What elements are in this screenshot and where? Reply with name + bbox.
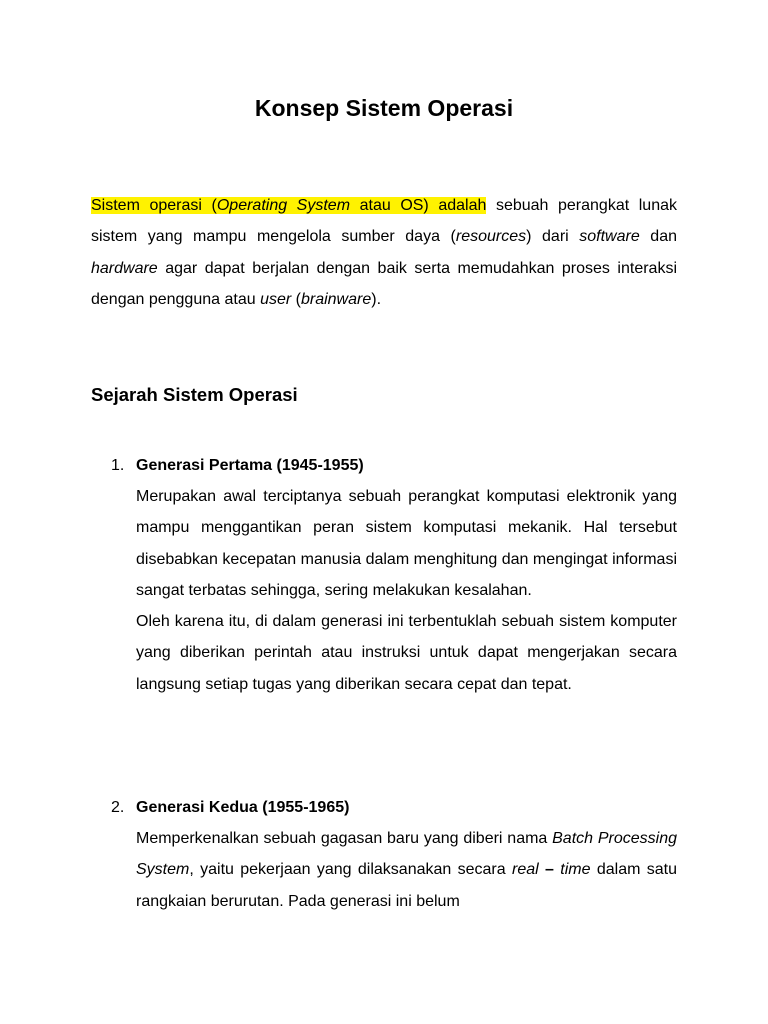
list-item xyxy=(111,451,677,700)
body-paragraph: Merupakan awal terciptanya sebuah perangkat komputasi elektronik yang mampu menggantikan peran sistem komputasi mekanik. Hal tersebut disebabkan kecepatan manusia dalam menghitung dan mengingat informasi sangat terbatas sehingga, sering melakukan kesalahan. xyxy=(136,488,677,599)
intro-italic-term: user xyxy=(260,290,292,308)
intro-italic-term: brainware xyxy=(300,290,372,308)
dash: – xyxy=(538,861,554,879)
list-item-body xyxy=(136,481,677,700)
intro-italic-term: resources xyxy=(455,228,527,246)
body-paragraph: Oleh karena itu, di dalam generasi ini terbentuklah sebuah sistem komputer yang diberikan perintah atau instruksi untuk dapat mengerjakan secara langsung setiap tugas yang diberikan secara cepat dan tepat. xyxy=(136,613,677,693)
intro-text: atau OS) adalah xyxy=(350,197,487,214)
list-item-header xyxy=(111,793,677,823)
body-text: Memperkenalkan sebuah gagasan baru yang diberi nama xyxy=(136,830,553,847)
intro-text: sebuah perangkat lunak sistem yang mampu mengelola sumber daya ( xyxy=(91,197,677,246)
intro-text: ) dari xyxy=(526,228,580,246)
list-number: 2. xyxy=(111,799,125,816)
intro-text: agar dapat berjalan dengan baik serta memudahkan proses interaksi dengan pengguna atau xyxy=(91,259,677,308)
list-item-header xyxy=(111,451,677,481)
page-title: Konsep Sistem Operasi xyxy=(254,95,514,121)
list-item-title: Generasi Pertama (1945-1955) xyxy=(136,457,364,474)
italic-term: real xyxy=(512,861,539,879)
section-heading: Sejarah Sistem Operasi xyxy=(91,384,298,405)
intro-text: Sistem operasi ( xyxy=(91,197,217,214)
italic-term: Batch Processing System xyxy=(136,830,677,879)
highlighted-text xyxy=(91,197,486,214)
intro-text: dan xyxy=(639,228,677,246)
list-item-body xyxy=(136,823,677,917)
intro-text: ( xyxy=(291,290,301,308)
intro-italic-term: software xyxy=(579,228,640,246)
intro-italic-term: Operating System xyxy=(216,197,351,214)
intro-text: ). xyxy=(371,290,382,308)
list-item xyxy=(111,793,677,917)
body-text: dalam satu rangkaian berurutan. Pada generasi ini belum xyxy=(136,861,677,910)
body-paragraph xyxy=(136,823,677,917)
list-item-title: Generasi Kedua (1955-1965) xyxy=(136,799,350,816)
italic-term: time xyxy=(560,861,591,879)
intro-paragraph xyxy=(91,190,677,315)
intro-italic-term: hardware xyxy=(91,259,158,277)
list-number: 1. xyxy=(111,457,125,474)
body-text: , yaitu pekerjaan yang dilaksanakan secara xyxy=(189,861,512,879)
